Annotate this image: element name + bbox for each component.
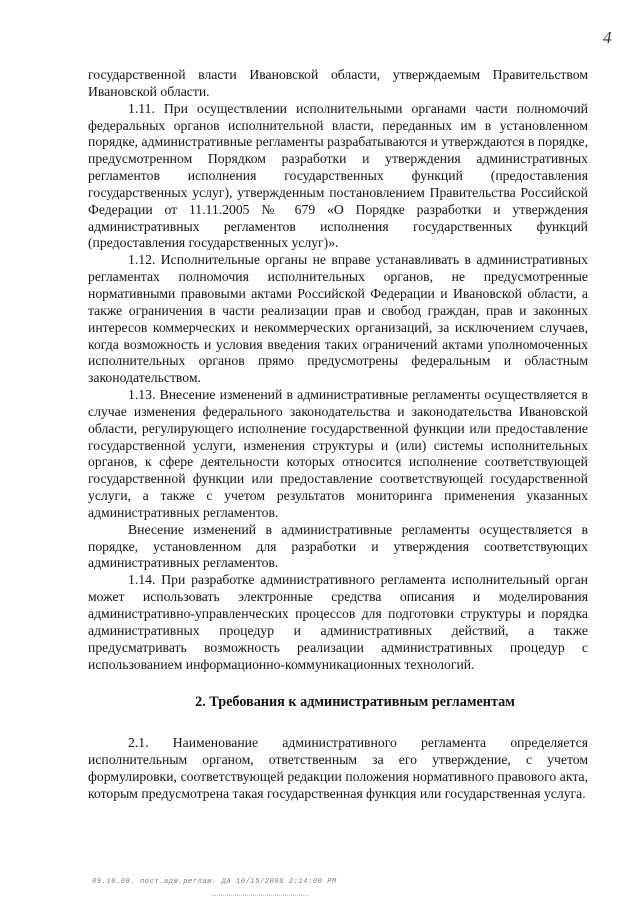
paragraph-1-13: 1.13. Внесение изменений в административные регламенты осуществляется в случае изменения федерального законодательства и законодательства Ивановской области, регулирующего исполнение государственной функции или предоставление государственной услуги, изменения структуры и (или) системы исполнительных органов, к сфере деятельности которых относится исполнение соответствующей государственной функции или предоставление соответствующей государственной услуги, а также с учетом результатов мониторинга применения указанных административных регламентов. [88, 387, 588, 520]
paragraph-1-11: 1.11. При осуществлении исполнительными органами части полномочий федеральных органов исполнительной власти, переданных им в установленном порядке, административные регламенты разрабатываются и утверждаются в порядке, предусмотренном Порядком разработки и утверждения административных регламентов исполнения государственных функций (предоставления государственных услуг), утвержденным постановлением Правительства Российской Федерации от 11.11.2005 № 679 «О Порядке разработки и утверждения административных регламентов исполнения государственных функций (предоставления государственных услуг)». [88, 100, 588, 251]
page-number: 4 [603, 28, 612, 47]
paragraph-1-14: 1.14. При разработке административного регламента исполнительный орган может использовать электронные средства описания и моделирования административно-управленческих процессов для подготовки структуры и порядка административных процедур и административных действий, а также предусматривать возможность реализации административных процедур с использованием информационно-коммуникационных технологий. [88, 572, 588, 672]
paragraph-1-13-amendments: Внесение изменений в административные регламенты осуществляется в порядке, установленном для разработки и утверждения соответствующих административных регламентов. [88, 521, 588, 571]
paragraph-2-1: 2.1. Наименование административного регламента определяется исполнительным органом, ответственным за его утверждение, с учетом формулировки, соответствующей редакции положения нормативного правового акта, которым предусмотрена такая государственная функция или государственная услуга. [88, 735, 588, 801]
paragraph-1-12: 1.12. Исполнительные органы не вправе устанавливать в административных регламентах полномочия исполнительных органов, не предусмотренные нормативными правовыми актами Российской Федерации и Ивановской области, а также ограничения в части реализации прав и свобод граждан, прав и законных интересов коммерческих и некоммерческих организаций, за исключением случаев, когда возможность и условия введения таких ограничений актами уполномоченных исполнительных органов прямо предусмотрены федеральным и областным законодательством. [88, 252, 588, 386]
continuation-paragraph: государственной власти Ивановской области, утверждаемым Правительством Ивановской области. [88, 67, 588, 99]
section-heading: 2. Требования к административным регламентам [195, 694, 515, 711]
document-body [88, 67, 588, 803]
footer-smudge [212, 895, 308, 896]
footer-file-stamp: 09.10.08. пост.адм.реглам. ДА 10/15/2008 2:14:00 PM [92, 878, 337, 886]
